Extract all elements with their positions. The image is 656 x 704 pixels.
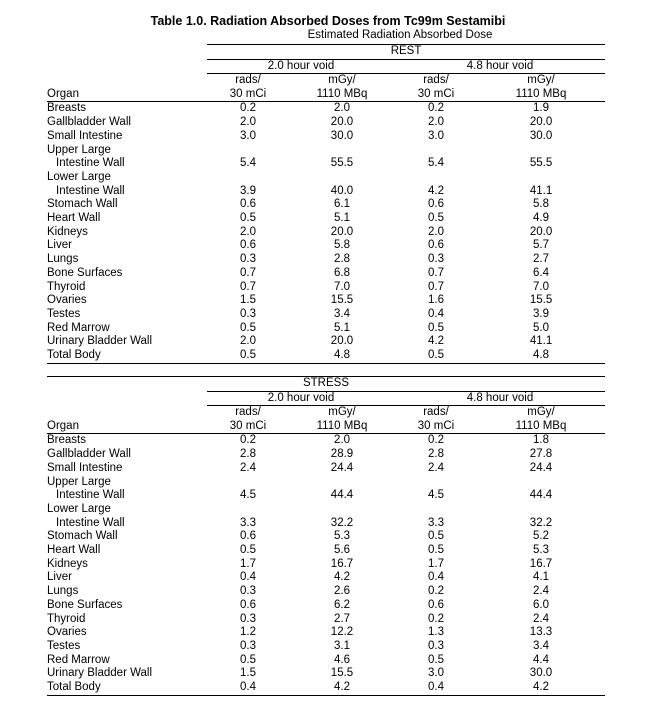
void-heading-2h: 2.0 hour void	[207, 391, 395, 406]
rads-4h-value: 0.7	[428, 266, 444, 279]
rads-2h-value: 0.2	[240, 102, 256, 115]
rads-2h-value: 1.7	[240, 557, 256, 570]
rads-2h-value: 0.5	[240, 321, 256, 334]
rads-2h-value: 2.0	[240, 335, 256, 348]
rads-2h-value: 0.6	[240, 198, 256, 211]
rads-4h-value: 0.2	[428, 102, 444, 115]
mgy-2h-value: 55.5	[330, 157, 354, 170]
organ-name: Thyroid	[47, 280, 86, 293]
organ-name: Breasts	[47, 102, 86, 115]
table-row	[47, 448, 605, 462]
mgy-4h-value: 5.7	[533, 239, 550, 252]
mgy-4h-value: 20.0	[529, 225, 553, 238]
organ-name: Testes	[47, 307, 81, 320]
rads-2h-value: 0.4	[240, 571, 256, 584]
rads-column-header: rads/ 30 mCi	[395, 74, 477, 102]
organ-name: Lungs	[47, 253, 79, 266]
table-row	[47, 212, 605, 226]
mgy-4h-value: 2.4	[533, 585, 549, 598]
rads-2h-value: 0.7	[240, 266, 256, 279]
mgy-4h-value: 2.4	[533, 612, 549, 625]
rads-2h-value: 0.3	[240, 307, 256, 320]
mgy-column-header: mGy/ 1110 MBq	[477, 74, 605, 102]
rads-2h-value: 0.6	[240, 239, 256, 252]
rads-2h-value: 0.5	[240, 212, 256, 225]
organ-name: Urinary Bladder Wall	[47, 335, 153, 348]
mgy-4h-value: 15.5	[529, 294, 553, 307]
rads-2h-value: 0.3	[240, 612, 256, 625]
organ-column-header: Organ	[47, 74, 207, 102]
table-row	[47, 171, 605, 185]
rads-4h-value: 0.5	[395, 349, 477, 363]
mgy-4h-value: 2.7	[533, 253, 550, 266]
table-row	[47, 626, 605, 640]
rads-4h-value: 3.3	[428, 516, 444, 529]
mgy-2h-value: 32.2	[330, 516, 354, 529]
table-row	[47, 667, 605, 681]
organ-name: Red Marrow	[47, 321, 110, 334]
table-row	[47, 239, 605, 253]
rest-dose-table	[47, 44, 605, 364]
organ-name: Testes	[47, 639, 81, 652]
table-row	[47, 226, 605, 240]
rads-2h-value: 0.6	[240, 530, 256, 543]
rads-4h-value: 0.5	[428, 530, 444, 543]
rads-column-header: rads/ 30 mCi	[207, 406, 289, 434]
rads-2h-value: 0.5	[240, 653, 256, 666]
empty-cell	[207, 171, 289, 185]
table-row	[47, 116, 605, 130]
mgy-column-header: mGy/ 1110 MBq	[477, 406, 605, 434]
table-row	[47, 640, 605, 654]
rads-4h-value: 4.5	[428, 489, 444, 502]
organ-name: Intestine Wall	[56, 157, 125, 170]
organ-name: Lungs	[47, 585, 79, 598]
empty-cell	[477, 503, 605, 517]
rads-2h-value: 3.9	[240, 184, 256, 197]
mgy-4h-value: 4.2	[477, 681, 605, 695]
mgy-2h-value: 6.1	[334, 198, 350, 211]
rads-4h-value: 0.6	[428, 239, 444, 252]
rads-2h-value: 1.5	[240, 294, 256, 307]
organ-name: Bone Surfaces	[47, 266, 123, 279]
mgy-2h-value: 15.5	[330, 667, 354, 680]
rads-2h-value: 2.0	[240, 225, 256, 238]
void-heading-4h: 4.8 hour void	[395, 59, 605, 74]
organ-name: Urinary Bladder Wall	[47, 667, 153, 680]
table-row	[47, 281, 605, 295]
empty-cell	[207, 503, 289, 517]
rads-column-header: rads/ 30 mCi	[395, 406, 477, 434]
mgy-2h-value: 5.1	[334, 321, 350, 334]
mgy-2h-value: 2.7	[334, 612, 350, 625]
rads-4h-value: 4.2	[428, 184, 444, 197]
mgy-2h-value: 30.0	[330, 129, 354, 142]
mgy-4h-value: 1.9	[533, 102, 550, 115]
mgy-2h-value: 28.9	[330, 448, 354, 461]
table-row	[47, 294, 605, 308]
organ-name: Heart Wall	[47, 544, 101, 557]
rads-4h-value: 0.6	[428, 198, 444, 211]
condition-heading: STRESS	[47, 377, 605, 392]
mgy-4h-value: 3.9	[533, 307, 550, 320]
organ-name: Lower Large	[47, 170, 111, 183]
organ-name: Red Marrow	[47, 653, 110, 666]
organ-name: Gallbladder Wall	[47, 448, 131, 461]
mgy-column-header: mGy/ 1110 MBq	[289, 74, 395, 102]
rads-4h-value: 0.5	[428, 544, 444, 557]
rads-2h-value: 0.3	[240, 253, 256, 266]
rads-2h-value: 5.4	[240, 157, 256, 170]
empty-cell	[395, 503, 477, 517]
mgy-2h-value: 16.7	[330, 557, 354, 570]
rads-4h-value: 0.2	[428, 612, 444, 625]
organ-name: Kidneys	[47, 225, 88, 238]
mgy-2h-value: 20.0	[330, 116, 354, 129]
rads-4h-value: 0.4	[428, 307, 444, 320]
header-blank	[47, 45, 207, 60]
table-row	[47, 654, 605, 668]
table-row	[47, 517, 605, 531]
header-blank	[47, 59, 207, 74]
stress-dose-table	[47, 376, 605, 696]
organ-name: Intestine Wall	[56, 489, 125, 502]
rads-4h-value: 0.5	[428, 321, 444, 334]
mgy-4h-value: 41.1	[529, 184, 553, 197]
mgy-2h-value: 20.0	[330, 225, 354, 238]
mgy-2h-value: 5.3	[334, 530, 350, 543]
mgy-2h-value: 20.0	[330, 335, 354, 348]
empty-cell	[207, 144, 289, 158]
rads-4h-value: 0.3	[428, 253, 444, 266]
mgy-2h-value: 2.6	[334, 585, 350, 598]
mgy-4h-value: 55.5	[529, 157, 553, 170]
void-heading-4h: 4.8 hour void	[395, 391, 605, 406]
organ-name: Small Intestine	[47, 129, 123, 142]
table-row	[47, 130, 605, 144]
organ-name: Bone Surfaces	[47, 598, 123, 611]
mgy-4h-value: 6.4	[533, 266, 550, 279]
void-heading-2h: 2.0 hour void	[207, 59, 395, 74]
mgy-2h-value: 3.4	[334, 307, 350, 320]
table-row	[47, 349, 605, 363]
organ-name: Total Body	[47, 681, 207, 695]
mgy-4h-value: 6.0	[533, 598, 549, 611]
table-row	[47, 503, 605, 517]
header-blank	[47, 391, 207, 406]
rads-4h-value: 0.5	[428, 653, 444, 666]
rads-2h-value: 2.0	[240, 116, 256, 129]
rads-2h-value: 0.4	[207, 681, 289, 695]
empty-cell	[289, 144, 395, 158]
rads-2h-value: 0.3	[240, 585, 256, 598]
organ-column-header: Organ	[47, 406, 207, 434]
table-row	[47, 544, 605, 558]
organ-name: Upper Large	[47, 475, 111, 488]
mgy-4h-value: 20.0	[529, 116, 553, 129]
mgy-4h-value: 4.9	[533, 212, 550, 225]
table-title: Table 1.0. Radiation Absorbed Doses from Tc99m Sestamibi	[150, 14, 506, 28]
mgy-2h-value: 4.6	[334, 653, 350, 666]
mgy-4h-value: 16.7	[529, 557, 553, 570]
rads-4h-value: 2.4	[428, 461, 444, 474]
table-row	[47, 599, 605, 613]
organ-name: Gallbladder Wall	[47, 116, 131, 129]
stress-table-body	[47, 434, 605, 695]
mgy-2h-value: 5.6	[334, 544, 350, 557]
table-row	[47, 322, 605, 336]
empty-cell	[395, 476, 477, 490]
rads-4h-value: 3.0	[428, 129, 444, 142]
mgy-4h-value: 30.0	[529, 129, 553, 142]
mgy-4h-value: 3.4	[533, 639, 549, 652]
mgy-2h-value: 15.5	[330, 294, 354, 307]
table-row	[47, 462, 605, 476]
table-row	[47, 434, 605, 448]
rads-2h-value: 1.5	[240, 667, 256, 680]
rads-2h-value: 3.3	[240, 516, 256, 529]
empty-cell	[289, 171, 395, 185]
rads-2h-value: 0.7	[240, 280, 256, 293]
mgy-2h-value: 2.8	[334, 253, 350, 266]
empty-cell	[207, 476, 289, 490]
organ-name: Lower Large	[47, 502, 111, 515]
table-row	[47, 681, 605, 695]
rads-4h-value: 0.7	[428, 280, 444, 293]
mgy-4h-value: 13.3	[529, 626, 553, 639]
mgy-4h-value: 30.0	[529, 667, 553, 680]
table-row	[47, 157, 605, 171]
mgy-4h-value: 32.2	[529, 516, 553, 529]
mgy-2h-value: 6.8	[334, 266, 350, 279]
mgy-4h-value: 5.2	[533, 530, 549, 543]
table-row	[47, 253, 605, 267]
mgy-2h-value: 6.2	[334, 598, 350, 611]
rads-4h-value: 3.0	[428, 667, 444, 680]
rads-4h-value: 0.2	[428, 585, 444, 598]
mgy-2h-value: 4.8	[289, 349, 395, 363]
rads-column-header: rads/ 30 mCi	[207, 74, 289, 102]
organ-name: Small Intestine	[47, 461, 123, 474]
empty-cell	[477, 171, 605, 185]
organ-name: Stomach Wall	[47, 530, 118, 543]
organ-name: Ovaries	[47, 626, 87, 639]
rads-4h-value: 1.6	[428, 294, 444, 307]
organ-name: Ovaries	[47, 294, 87, 307]
rads-4h-value: 0.5	[428, 212, 444, 225]
empty-cell	[477, 144, 605, 158]
rads-2h-value: 0.3	[240, 639, 256, 652]
rads-4h-value: 2.0	[428, 116, 444, 129]
mgy-4h-value: 5.8	[533, 198, 550, 211]
table-row	[47, 530, 605, 544]
table-row	[47, 613, 605, 627]
rads-4h-value: 2.0	[428, 225, 444, 238]
table-row	[47, 489, 605, 503]
rads-4h-value: 1.3	[428, 626, 444, 639]
mgy-4h-value: 24.4	[529, 461, 553, 474]
organ-name: Breasts	[47, 434, 86, 447]
mgy-4h-value: 4.1	[533, 571, 549, 584]
mgy-4h-value: 41.1	[529, 335, 553, 348]
mgy-4h-value: 7.0	[533, 280, 550, 293]
organ-name: Heart Wall	[47, 212, 101, 225]
mgy-4h-value: 4.8	[477, 349, 605, 363]
mgy-4h-value: 27.8	[529, 448, 553, 461]
mgy-4h-value: 44.4	[529, 489, 553, 502]
mgy-4h-value: 1.8	[533, 434, 549, 447]
table-row	[47, 267, 605, 281]
rads-2h-value: 4.5	[240, 489, 256, 502]
organ-name: Intestine Wall	[56, 184, 125, 197]
rads-4h-value: 0.6	[428, 598, 444, 611]
organ-name: Liver	[47, 239, 72, 252]
organ-name: Liver	[47, 571, 72, 584]
table-row	[47, 585, 605, 599]
rads-2h-value: 2.8	[240, 448, 256, 461]
mgy-4h-value: 5.0	[533, 321, 550, 334]
empty-cell	[477, 476, 605, 490]
rads-2h-value: 0.5	[240, 544, 256, 557]
rads-2h-value: 0.6	[240, 598, 256, 611]
mgy-2h-value: 12.2	[330, 626, 354, 639]
mgy-2h-value: 2.0	[334, 434, 350, 447]
empty-cell	[395, 144, 477, 158]
mgy-2h-value: 5.1	[334, 212, 350, 225]
rads-2h-value: 1.2	[240, 626, 256, 639]
rest-table-body	[47, 102, 605, 363]
mgy-2h-value: 7.0	[334, 280, 350, 293]
mgy-2h-value: 2.0	[334, 102, 350, 115]
mgy-4h-value: 5.3	[533, 544, 549, 557]
empty-cell	[395, 171, 477, 185]
mgy-2h-value: 24.4	[330, 461, 354, 474]
table-row	[47, 185, 605, 199]
table-row	[47, 102, 605, 116]
rads-4h-value: 0.2	[428, 434, 444, 447]
empty-cell	[289, 503, 395, 517]
organ-name: Kidneys	[47, 557, 88, 570]
table-row	[47, 198, 605, 212]
mgy-2h-value: 40.0	[330, 184, 354, 197]
empty-cell	[289, 476, 395, 490]
rads-4h-value: 0.4	[428, 571, 444, 584]
rads-2h-value: 3.0	[240, 129, 256, 142]
table-subtitle: Estimated Radiation Absorbed Dose	[307, 29, 493, 41]
mgy-column-header: mGy/ 1110 MBq	[289, 406, 395, 434]
mgy-2h-value: 4.2	[334, 571, 350, 584]
organ-name: Intestine Wall	[56, 516, 125, 529]
rads-2h-value: 2.4	[240, 461, 256, 474]
organ-name: Thyroid	[47, 612, 86, 625]
rads-2h-value: 0.2	[240, 434, 256, 447]
table-row	[47, 476, 605, 490]
table-row	[47, 335, 605, 349]
table-row	[47, 558, 605, 572]
rads-4h-value: 0.4	[395, 681, 477, 695]
rads-4h-value: 1.7	[428, 557, 444, 570]
organ-name: Upper Large	[47, 143, 111, 156]
table-row	[47, 144, 605, 158]
condition-heading: REST	[207, 45, 605, 60]
table-row	[47, 571, 605, 585]
table-row	[47, 308, 605, 322]
rads-4h-value: 5.4	[428, 157, 444, 170]
mgy-4h-value: 4.4	[533, 653, 549, 666]
rads-4h-value: 4.2	[428, 335, 444, 348]
rads-2h-value: 0.5	[207, 349, 289, 363]
organ-name: Stomach Wall	[47, 198, 118, 211]
rads-4h-value: 0.3	[428, 639, 444, 652]
mgy-2h-value: 5.8	[334, 239, 350, 252]
mgy-2h-value: 3.1	[334, 639, 350, 652]
mgy-2h-value: 4.2	[289, 681, 395, 695]
rads-4h-value: 2.8	[428, 448, 444, 461]
organ-name: Total Body	[47, 349, 207, 363]
mgy-2h-value: 44.4	[330, 489, 354, 502]
